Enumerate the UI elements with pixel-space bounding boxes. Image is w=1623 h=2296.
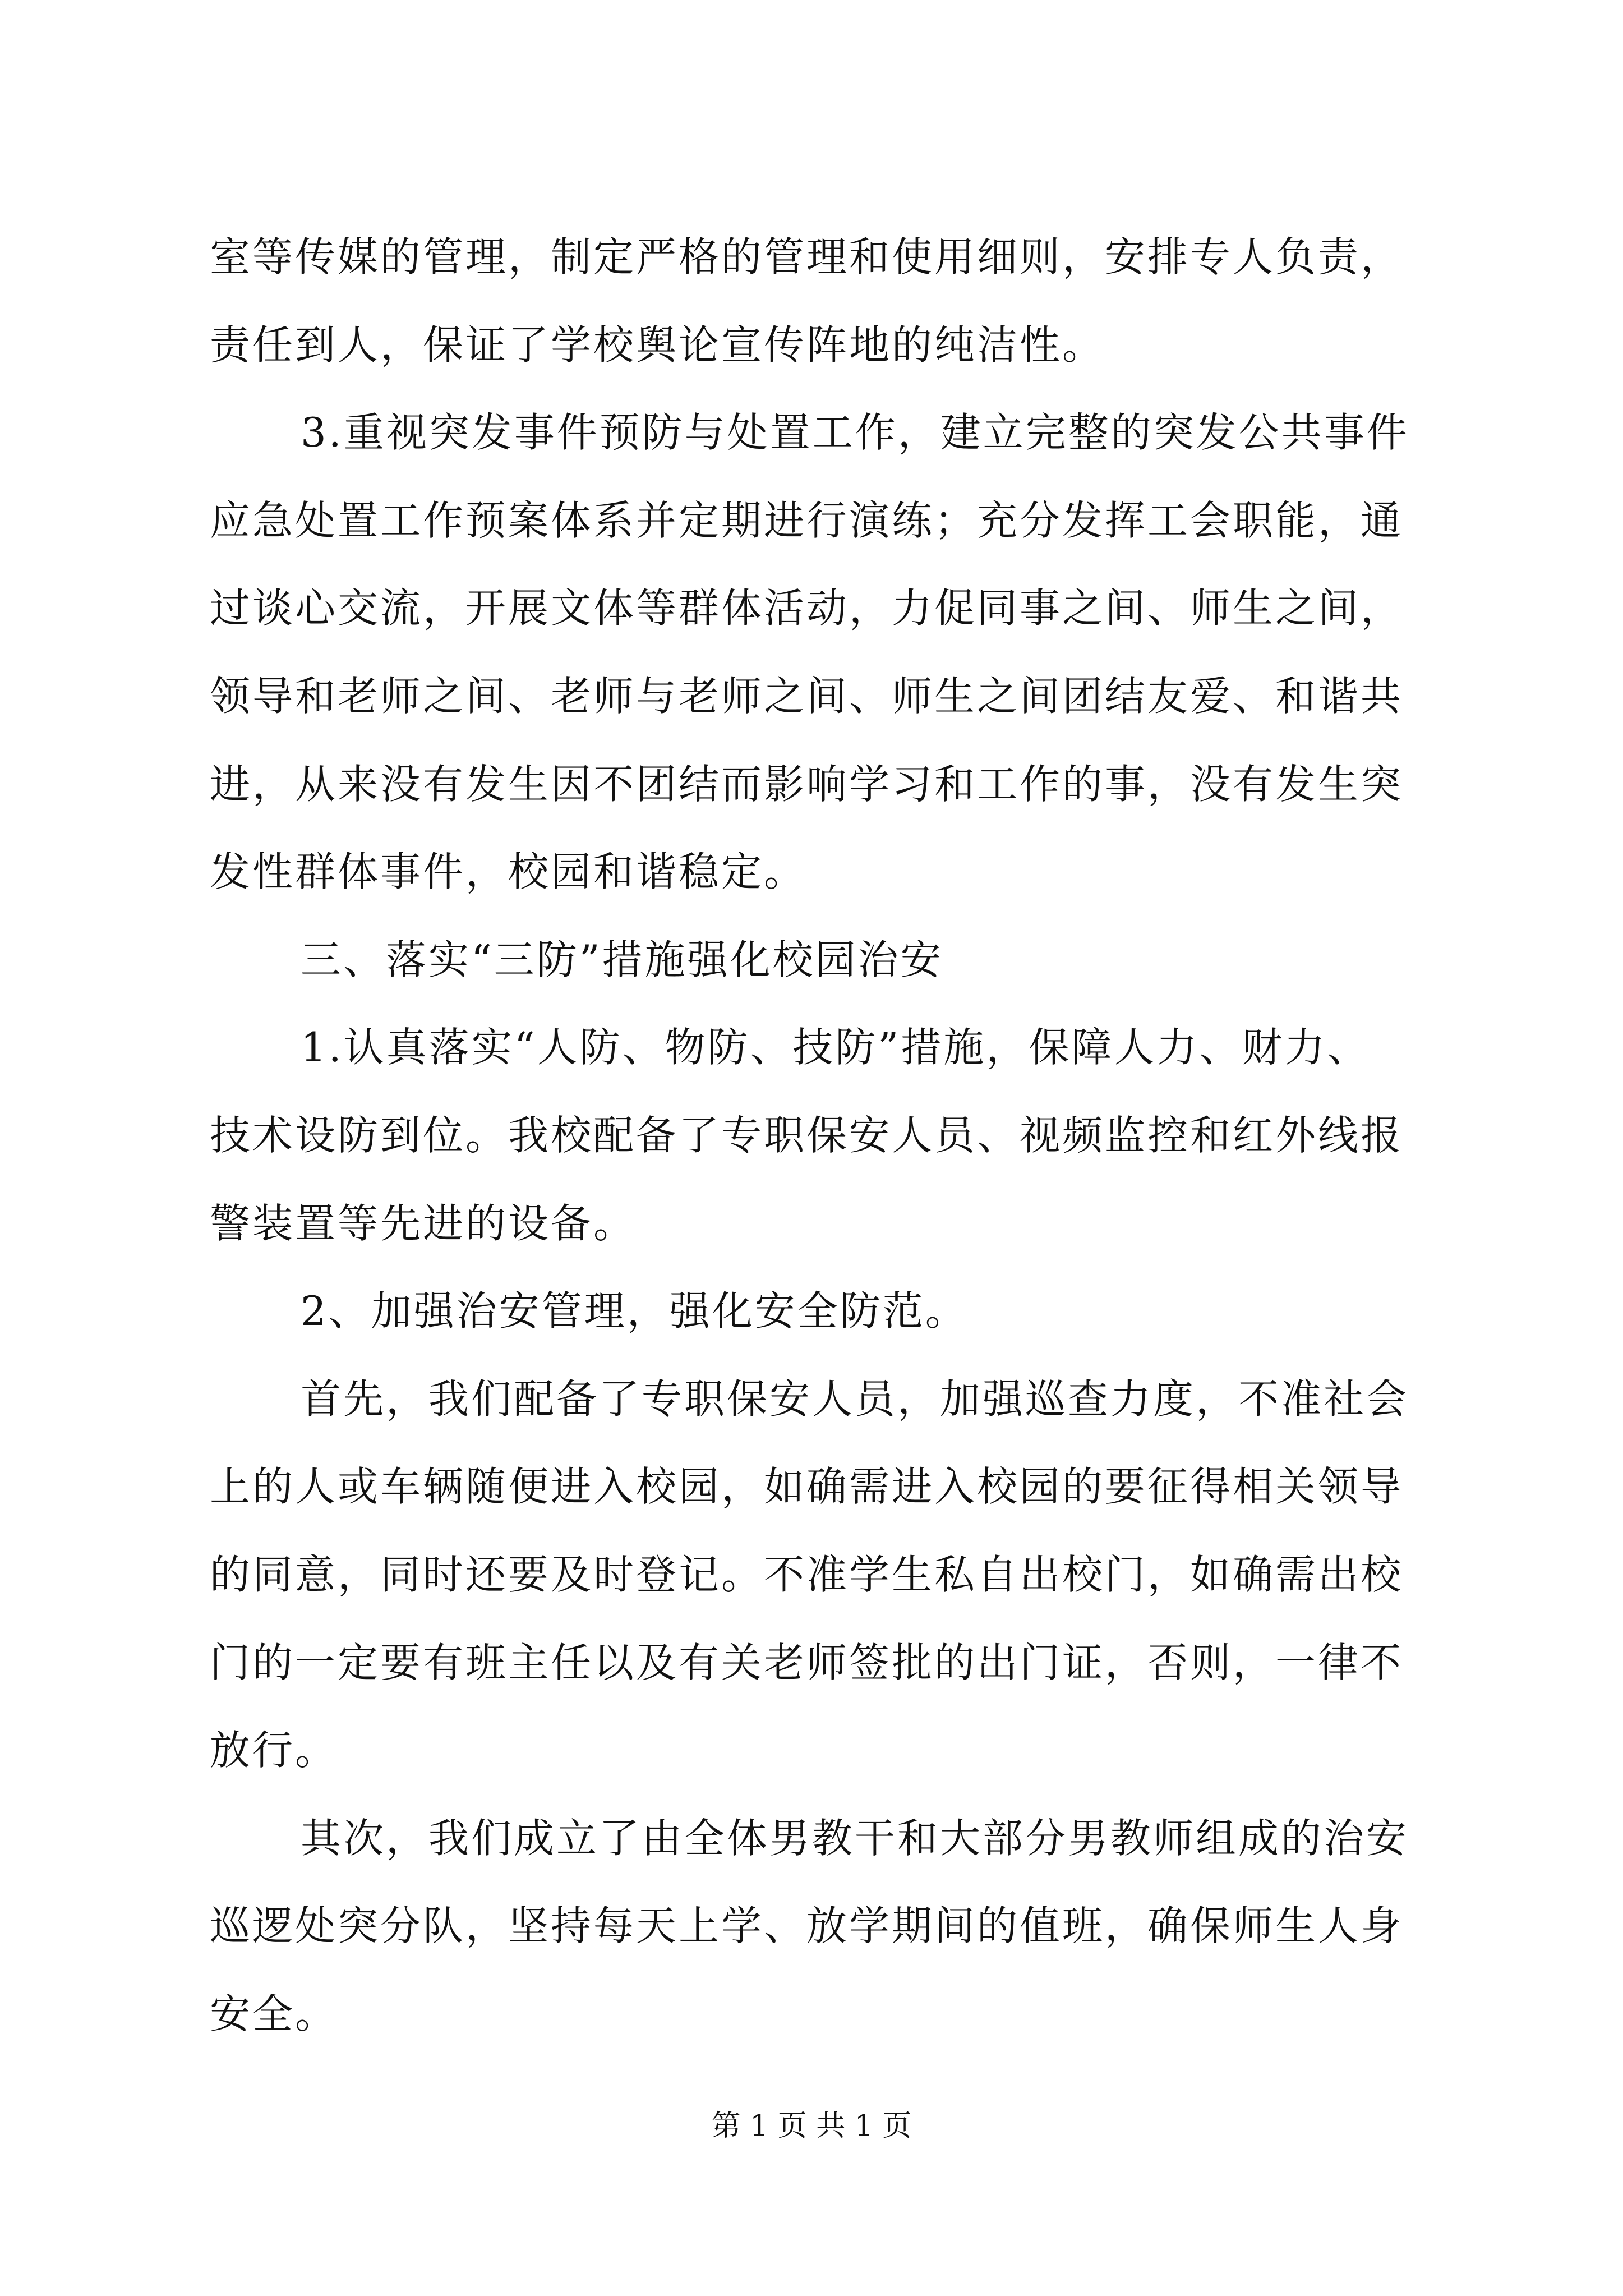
- page-number-footer: 第 1 页 共 1 页: [711, 2109, 912, 2143]
- body-text-line: 应急处置工作预案体系并定期进行演练；充分发挥工会职能，通: [210, 497, 1404, 544]
- body-text-line: 发性群体事件，校园和谐稳定。: [210, 848, 807, 895]
- paragraph-first-line: 其次，我们成立了由全体男教干和大部分男教师组成的治安: [301, 1815, 1409, 1862]
- body-text-line: 责任到人，保证了学校舆论宣传阵地的纯洁性。: [210, 321, 1105, 369]
- body-text-line: 进，从来没有发生因不团结而影响学习和工作的事，没有发生突: [210, 761, 1404, 808]
- paragraph-first-line: 首先，我们配备了专职保安人员，加强巡查力度，不准社会: [301, 1375, 1409, 1423]
- body-text-line: 室等传媒的管理，制定严格的管理和使用细则，安排专人负责，: [210, 233, 1404, 280]
- body-text-line: 领导和老师之间、老师与老师之间、师生之间团结友爱、和谐共: [210, 673, 1404, 720]
- section-heading: 三、落实“三防”措施强化校园治安: [301, 936, 943, 983]
- body-text-line: 安全。: [210, 1990, 338, 2037]
- paragraph-first-line: 3.重视突发事件预防与处置工作，建立完整的突发公共事件: [301, 409, 1409, 456]
- body-text-line: 过谈心交流，开展文体等群体活动，力促同事之间、师生之间，: [210, 585, 1404, 632]
- body-text-line: 的同意，同时还要及时登记。不准学生私自出校门，如确需出校: [210, 1551, 1404, 1598]
- body-text-line: 警装置等先进的设备。: [210, 1200, 637, 1247]
- body-text-line: 门的一定要有班主任以及有关老师签批的出门证，否则，一律不: [210, 1639, 1404, 1686]
- paragraph-first-line: 2、加强治安管理，强化安全防范。: [301, 1287, 968, 1335]
- paragraph-first-line: 1.认真落实“人防、物防、技防”措施，保障人力、财力、: [301, 1024, 1370, 1071]
- body-text-line: 巡逻处突分队，坚持每天上学、放学期间的值班，确保师生人身: [210, 1902, 1404, 1949]
- body-text-line: 技术设防到位。我校配备了专职保安人员、视频监控和红外线报: [210, 1112, 1404, 1159]
- body-text-line: 放行。: [210, 1727, 338, 1774]
- body-text-line: 上的人或车辆随便进入校园，如确需进入校园的要征得相关领导: [210, 1463, 1404, 1510]
